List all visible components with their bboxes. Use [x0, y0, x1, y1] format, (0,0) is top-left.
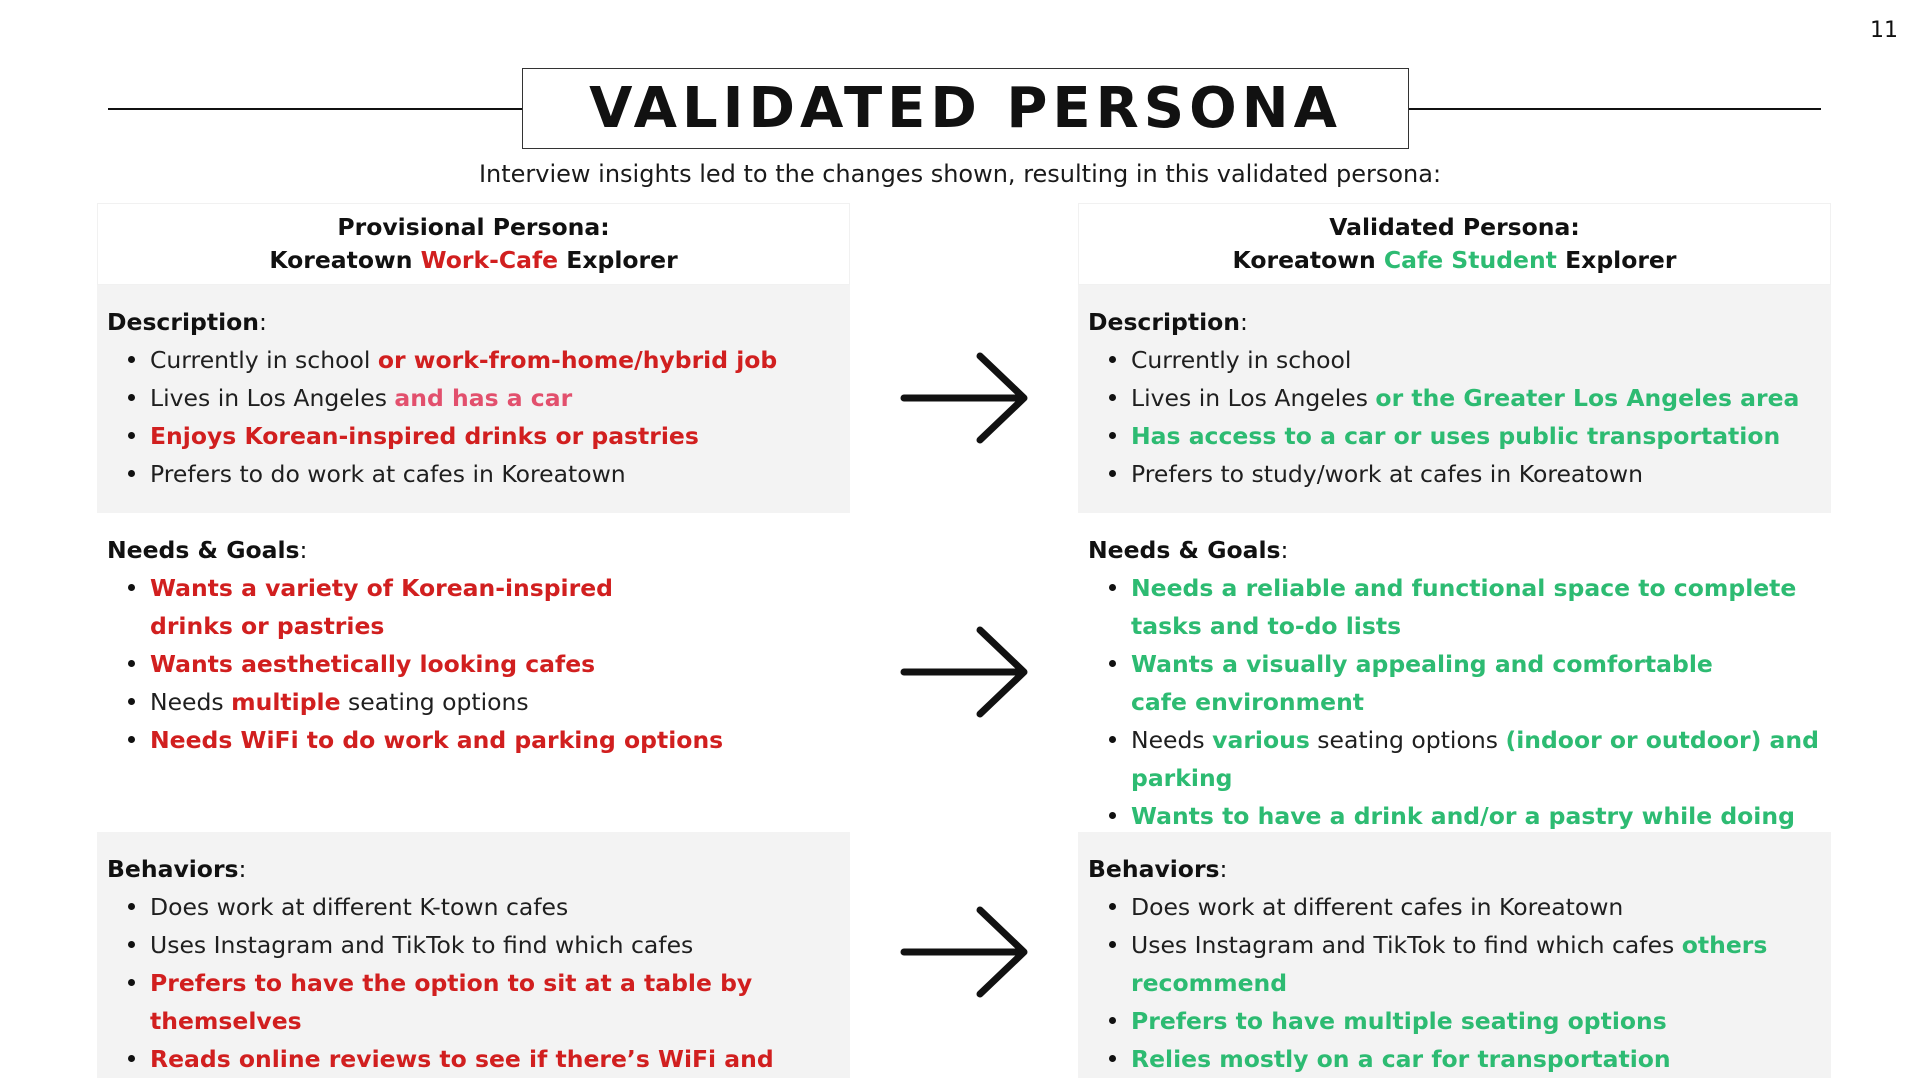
list-item: Prefers to have the option to sit at a table by themselves — [107, 964, 840, 1040]
page-number: 11 — [1870, 18, 1898, 43]
list-item: Does work at different K-town cafes — [107, 888, 840, 926]
provisional-description-title: Description: — [107, 308, 267, 336]
list-item: Prefers to do work at cafes in Koreatown — [107, 455, 840, 493]
validated-needs-list — [1088, 569, 1821, 832]
validated-behaviors-section — [1078, 832, 1831, 1078]
list-item: Uses Instagram and TikTok to find which cafes others recommend — [1088, 926, 1821, 1002]
title-rule-right — [1408, 108, 1821, 110]
list-item: Prefers to study/work at cafes in Koreatown — [1088, 455, 1821, 493]
list-item: Uses Instagram and TikTok to find which cafes — [107, 926, 840, 964]
list-item: Relies mostly on a car for transportation — [1088, 1040, 1821, 1078]
validated-behaviors-title: Behaviors: — [1088, 855, 1228, 883]
page-title: VALIDATED PERSONA — [589, 76, 1342, 141]
provisional-persona-header — [97, 203, 850, 285]
validated-description-title: Description: — [1088, 308, 1248, 336]
list-item: Currently in school — [1088, 341, 1821, 379]
list-item: Needs a reliable and functional space to complete tasks and to-do lists — [1088, 569, 1821, 645]
provisional-behaviors-section — [97, 832, 850, 1078]
list-item: Enjoys Korean-inspired drinks or pastries — [107, 417, 840, 455]
list-item: Currently in school or work-from-home/hybrid job — [107, 341, 840, 379]
list-item: Does work at different cafes in Koreatown — [1088, 888, 1821, 926]
list-item: Wants a visually appealing and comfortable cafe environment — [1088, 645, 1821, 721]
validated-needs-title: Needs & Goals: — [1088, 536, 1289, 564]
list-item: Needs WiFi to do work and parking options — [107, 721, 840, 759]
validated-heading: Validated Persona: — [1329, 213, 1580, 241]
list-item: Wants aesthetically looking cafes — [107, 645, 840, 683]
validated-behaviors-list — [1088, 888, 1821, 1078]
validated-name-highlight: Cafe Student — [1383, 246, 1557, 274]
page-subtitle: Interview insights led to the changes shown, resulting in this validated persona: — [478, 160, 1442, 188]
arrow-right-icon — [900, 622, 1030, 722]
list-item: Wants a variety of Korean-inspired drinks or pastries — [107, 569, 840, 645]
provisional-needs-list — [107, 569, 840, 759]
provisional-persona-name: Koreatown Work-Cafe Explorer — [269, 246, 678, 274]
title-rule-left — [108, 108, 523, 110]
list-item: Reads online reviews to see if there’s WiFi and — [107, 1040, 840, 1078]
provisional-persona-column — [97, 203, 850, 1078]
provisional-needs-title: Needs & Goals: — [107, 536, 308, 564]
validated-description-list — [1088, 341, 1821, 493]
provisional-needs-section — [97, 513, 850, 832]
validated-persona-column — [1078, 203, 1831, 1078]
list-item: Needs various seating options (indoor or outdoor) and parking — [1088, 721, 1821, 797]
arrow-right-icon — [900, 902, 1030, 1002]
list-item: Lives in Los Angeles or the Greater Los Angeles area — [1088, 379, 1821, 417]
validated-persona-name: Koreatown Cafe Student Explorer — [1232, 246, 1677, 274]
list-item: Prefers to have multiple seating options — [1088, 1002, 1821, 1040]
list-item: Wants to have a drink and/or a pastry while doing — [1088, 797, 1821, 832]
arrow-right-icon — [900, 348, 1030, 448]
list-item: Lives in Los Angeles and has a car — [107, 379, 840, 417]
provisional-description-list — [107, 341, 840, 493]
validated-needs-section — [1078, 513, 1831, 832]
title-box — [522, 68, 1409, 149]
list-item: Has access to a car or uses public transportation — [1088, 417, 1821, 455]
provisional-behaviors-title: Behaviors: — [107, 855, 247, 883]
provisional-name-highlight: Work-Cafe — [420, 246, 559, 274]
validated-description-section — [1078, 285, 1831, 513]
provisional-description-section — [97, 285, 850, 513]
provisional-heading: Provisional Persona: — [337, 213, 610, 241]
validated-persona-header — [1078, 203, 1831, 285]
provisional-behaviors-list — [107, 888, 840, 1078]
list-item: Needs multiple seating options — [107, 683, 840, 721]
